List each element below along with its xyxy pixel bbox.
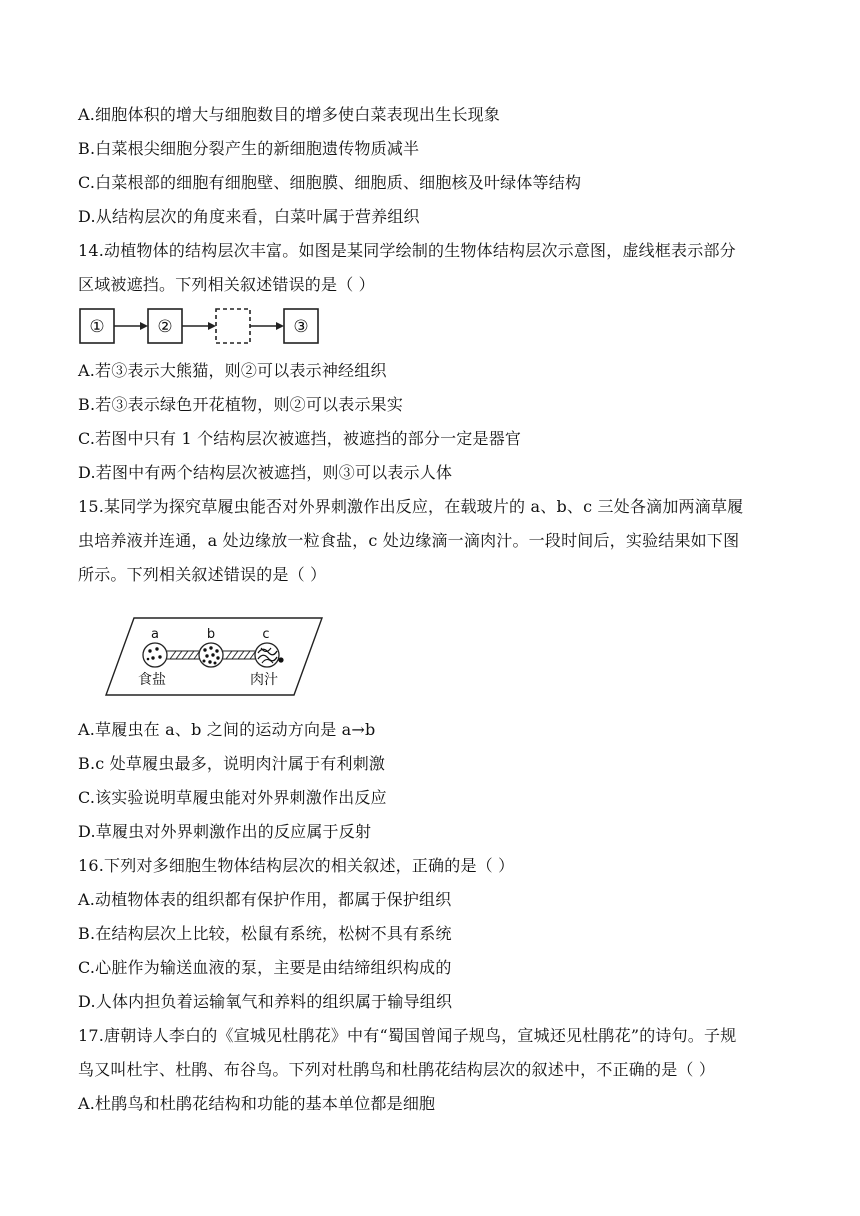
- q14-arrowhead-3: [276, 322, 284, 330]
- q14-option-d: D.若图中有两个结构层次被遮挡，则③可以表示人体: [78, 463, 453, 482]
- label-meat-juice: 肉汁: [250, 672, 278, 688]
- q14-stem-line-2: 区域被遮挡。下列相关叙述错误的是（ ）: [78, 275, 375, 294]
- q15-stem-line-2: 虫培养液并连通，a 处边缘放一粒食盐，c 处边缘滴一滴肉汁。一段时间后，实验结果如下图: [78, 531, 740, 550]
- q14-box-3-label: ③: [293, 317, 309, 337]
- q14-option-a: A.若③表示大熊猫，则②可以表示神经组织: [78, 361, 387, 380]
- q17-stem-line-2: 鸟又叫杜宇、杜鹃、布谷鸟。下列对杜鹃鸟和杜鹃花结构层次的叙述中，不正确的是（ ）: [78, 1060, 716, 1079]
- label-salt: 食盐: [138, 672, 166, 688]
- q13-option-b: B.白菜根尖细胞分裂产生的新细胞遗传物质减半: [78, 139, 420, 158]
- q15-stem-line-1: 15.某同学为探究草履虫能否对外界刺激作出反应，在载玻片的 a、b、c 三处各滴加两滴草履: [78, 497, 744, 516]
- q16-option-b: B.在结构层次上比较，松鼠有系统，松树不具有系统: [78, 924, 452, 943]
- q14-arrowhead-2: [208, 322, 216, 330]
- drop-b: [199, 643, 223, 667]
- q14-box-2: [148, 309, 182, 343]
- q13-option-d: D.从结构层次的角度来看，白菜叶属于营养组织: [78, 207, 420, 226]
- q13-option-a: A.细胞体积的增大与细胞数目的增多使白菜表现出生长现象: [78, 105, 501, 124]
- label-b: b: [206, 627, 216, 642]
- drop-c: [255, 643, 279, 667]
- q14-stem-line-1: 14.动植物体的结构层次丰富。如图是某同学绘制的生物体结构层次示意图，虚线框表示部分: [78, 241, 736, 260]
- meat-juice-drop: [278, 657, 283, 662]
- q15-option-b: B.c 处草履虫最多，说明肉汁属于有利刺激: [78, 754, 386, 773]
- q16-option-a: A.动植物体表的组织都有保护作用，都属于保护组织: [78, 890, 452, 909]
- q14-box-2-label: ②: [157, 317, 173, 337]
- q14-option-c: C.若图中只有 1 个结构层次被遮挡，被遮挡的部分一定是器官: [78, 429, 522, 448]
- glass-slide: [106, 618, 322, 695]
- q16-stem: 16.下列对多细胞生物体结构层次的相关叙述，正确的是（ ）: [78, 856, 515, 875]
- q15-option-c: C.该实验说明草履虫能对外界刺激作出反应: [78, 788, 387, 807]
- drop-a: [143, 643, 167, 667]
- label-a: a: [151, 627, 159, 642]
- q15-option-d: D.草履虫对外界刺激作出的反应属于反射: [78, 822, 372, 841]
- q14-box-1-label: ①: [89, 317, 105, 337]
- channel-ab: [167, 651, 199, 659]
- q13-option-c: C.白菜根部的细胞有细胞壁、细胞膜、细胞质、细胞核及叶绿体等结构: [78, 173, 582, 192]
- q14-option-b: B.若③表示绿色开花植物，则②可以表示果实: [78, 395, 404, 414]
- q14-arrowhead-1: [140, 322, 148, 330]
- q14-hidden-box: [216, 309, 250, 343]
- q14-box-1: [80, 309, 114, 343]
- label-c: c: [262, 627, 270, 642]
- q17-option-a: A.杜鹃鸟和杜鹃花结构和功能的基本单位都是细胞: [78, 1094, 436, 1113]
- q14-box-3: [284, 309, 318, 343]
- q17-stem-line-1: 17.唐朝诗人李白的《宣城见杜鹃花》中有“蜀国曾闻子规鸟，宣城还见杜鹃花”的诗句。子规: [78, 1026, 737, 1045]
- channel-bc: [223, 651, 255, 659]
- q15-option-a: A.草履虫在 a、b 之间的运动方向是 a→b: [78, 720, 376, 739]
- q16-option-d: D.人体内担负着运输氧气和养料的组织属于输导组织: [78, 992, 453, 1011]
- q16-option-c: C.心脏作为输送血液的泵，主要是由结缔组织构成的: [78, 958, 452, 977]
- q15-stem-line-3: 所示。下列相关叙述错误的是（ ）: [78, 565, 327, 584]
